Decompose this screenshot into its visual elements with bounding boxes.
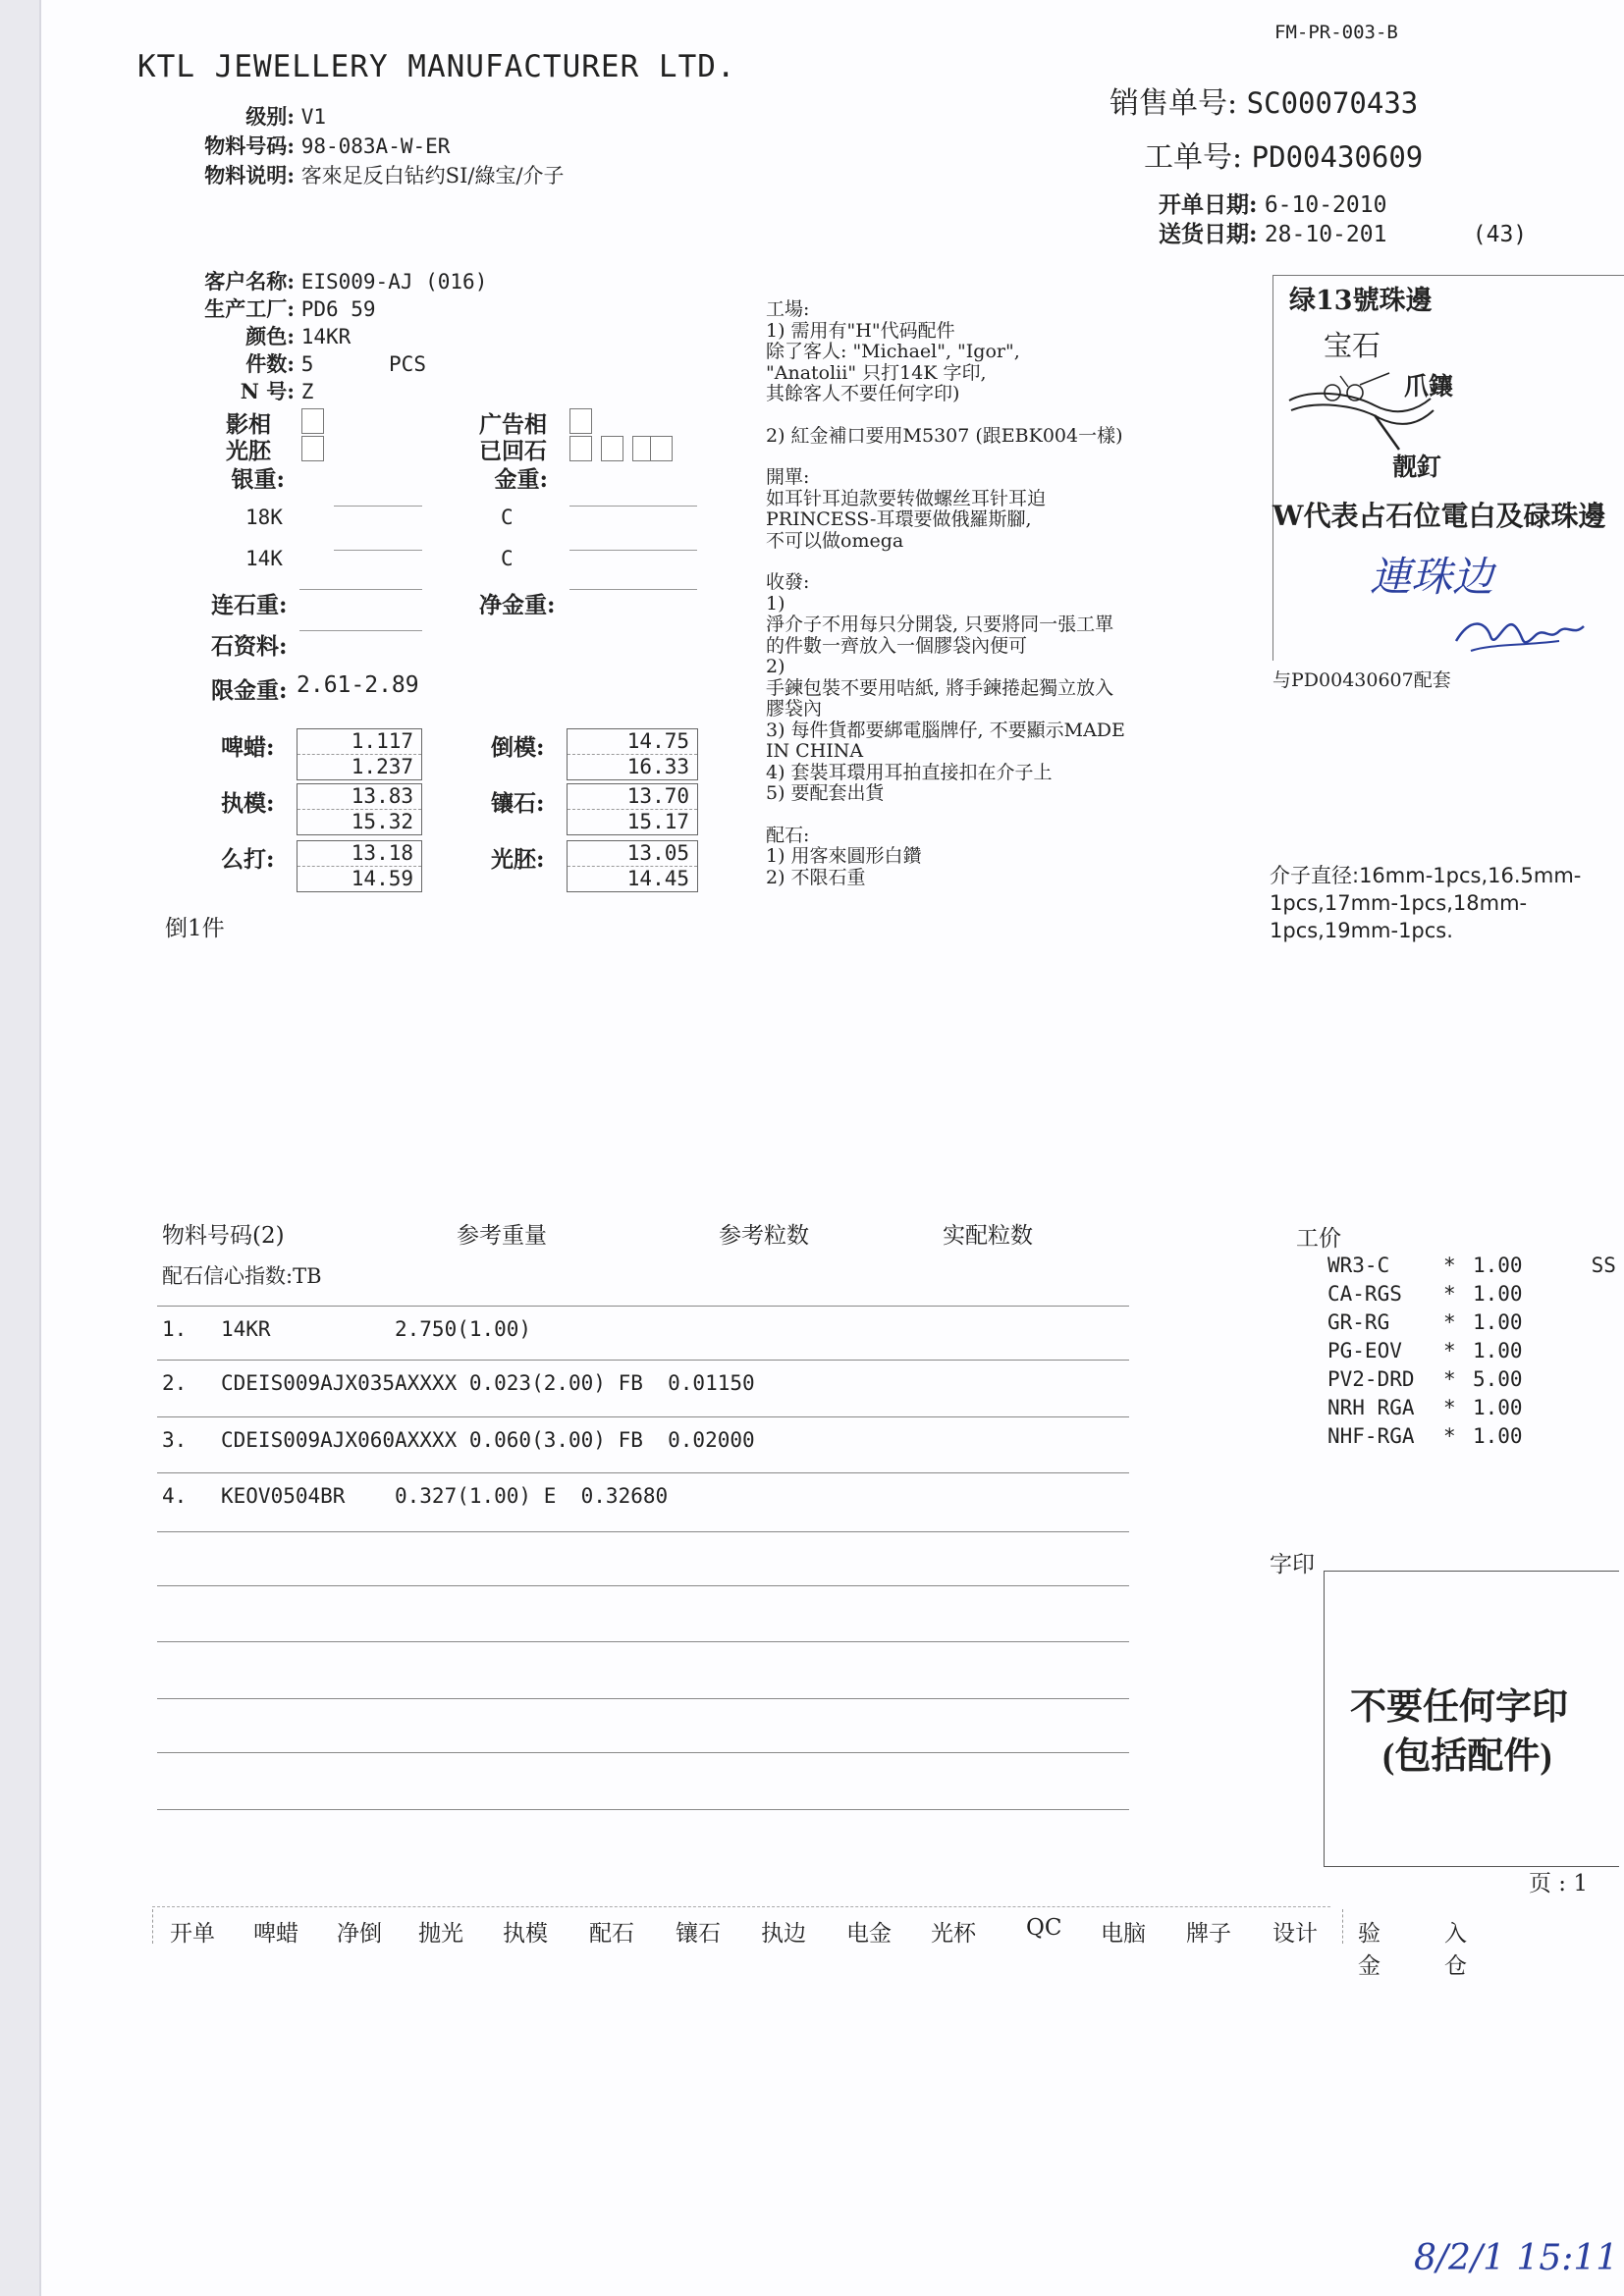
- instruction-line: 除了客人: "Michael", "Igor",: [766, 341, 1020, 362]
- process-mould: 执模: [503, 1921, 548, 1947]
- casting-weights: [567, 728, 698, 780]
- instruction-line: 4) 套裝耳環用耳拍直接扣在介子上: [766, 761, 1053, 783]
- silver-weight-label: 银重:: [231, 466, 285, 493]
- labor-title: 工价: [1296, 1226, 1341, 1252]
- delivery-date-value: 28-10-201: [1264, 222, 1387, 247]
- instruction-line: 2) 不限石重: [766, 866, 866, 888]
- labor-op: *: [1443, 1282, 1456, 1306]
- dao-note: 倒1件: [165, 916, 225, 941]
- grade-value: V1: [300, 105, 326, 129]
- labor-op: *: [1443, 1310, 1456, 1334]
- instruction-line: 其餘客人不要任何字印): [766, 383, 960, 404]
- process-warehouse: 入仓: [1444, 1921, 1467, 1979]
- gold-weight-label: 金重:: [494, 466, 548, 493]
- instruction-line: 的件數一齊放入一個膠袋內便可: [766, 634, 1028, 657]
- material-row-2-no: 2.: [162, 1371, 188, 1395]
- color-label: 颜色:: [245, 324, 295, 348]
- mould-weight-1: 13.83: [298, 784, 421, 810]
- labor-code: GR-RG: [1327, 1310, 1390, 1334]
- header-left: [187, 102, 565, 190]
- instruction-line: 開單:: [766, 466, 810, 488]
- instruction-line: 淨介子不用每只分開袋, 只要將同一張工單: [766, 614, 1114, 635]
- open-date-value: 6-10-2010: [1264, 192, 1387, 218]
- process-match-stone: 配石: [589, 1921, 634, 1947]
- me-da-weights: [297, 840, 422, 892]
- open-date-label: 开单日期:: [1159, 191, 1258, 218]
- w-stone-note: W代表占石位電白及碌珠邊: [1272, 500, 1606, 532]
- process-design: 设计: [1272, 1921, 1318, 1947]
- nail-label: 靓釘: [1392, 453, 1442, 481]
- delivery-days: (43): [1472, 222, 1528, 247]
- material-row-4: KEOV0504BR 0.327(1.00) E 0.32680: [221, 1484, 669, 1508]
- me-da-label: 么打:: [221, 846, 275, 873]
- mould-label: 执模:: [221, 790, 275, 817]
- instruction-line: 配石:: [766, 824, 810, 846]
- setting-weight-2: 15.17: [626, 810, 689, 833]
- mould-weights: [297, 783, 422, 835]
- design-title: 绿13號珠邊: [1289, 286, 1433, 316]
- form-code: FM-PR-003-B: [1274, 22, 1398, 43]
- stamp-label: 字印: [1270, 1552, 1315, 1577]
- karat-18k-c: C: [501, 506, 514, 529]
- limit-gold-label: 限金重:: [211, 677, 288, 704]
- page-number: 页 : 1: [1529, 1871, 1589, 1896]
- stamp-line-2: (包括配件): [1382, 1736, 1552, 1777]
- polish-weights: [567, 840, 698, 892]
- instruction-line: 2) 紅金補口要用M5307 (跟EBK004一樣): [766, 424, 1123, 447]
- mould-weight-2: 15.32: [351, 810, 413, 833]
- photo-checkbox[interactable]: [301, 408, 324, 434]
- instruction-line: 如耳针耳迫款要转做螺丝耳针耳迫: [766, 487, 1047, 509]
- process-set-stone: 镶石: [676, 1921, 721, 1947]
- labor-code: PV2-DRD: [1327, 1367, 1415, 1391]
- wax-label: 啤蜡:: [221, 734, 275, 761]
- labor-op: *: [1443, 1424, 1456, 1448]
- material-code-label: 物料号码:: [204, 133, 295, 158]
- handwritten-note: 連珠边: [1370, 553, 1494, 601]
- process-dividers: [152, 1909, 1345, 1944]
- labor-qty: 5.00: [1473, 1367, 1523, 1391]
- labor-extra: SS: [1591, 1254, 1616, 1277]
- casting-weight-1: 14.75: [568, 729, 697, 755]
- pair-note: 与PD00430607配套: [1272, 669, 1451, 691]
- polish-label: 光胚: [226, 438, 271, 464]
- instruction-line: 2): [766, 656, 785, 677]
- ring-size-note: 介子直径:16mm-1pcs,16.5mm-1pcs,17mm-1pcs,18mm-1pcs,19mm-1pcs.: [1270, 864, 1582, 942]
- qty-value: 5: [300, 352, 314, 376]
- process-cup: 光杯: [931, 1921, 976, 1947]
- factory-label: 生产工厂:: [204, 296, 295, 321]
- polish-weight-2: 14.45: [626, 867, 689, 890]
- returned-stone-checkbox-2[interactable]: [601, 436, 623, 461]
- color-value: 14KR: [300, 325, 352, 348]
- polish-checkbox[interactable]: [301, 436, 324, 461]
- limit-gold-value: 2.61-2.89: [297, 672, 419, 698]
- stone-weight-label: 连石重:: [211, 592, 288, 618]
- instruction-line: 手鍊包裝不要用咭紙, 將手鍊捲起獨立放入: [766, 676, 1114, 699]
- material-row-3: CDEIS009AJX060AXXXX 0.060(3.00) FB 0.02000: [221, 1428, 755, 1452]
- ref-weight-header: 参考重量: [457, 1223, 547, 1249]
- instruction-line: IN CHINA: [766, 740, 864, 762]
- process-qc: QC: [1026, 1915, 1062, 1941]
- company-name: KTL JEWELLERY MANUFACTURER LTD.: [137, 49, 736, 84]
- setting-sketch: [1281, 371, 1438, 459]
- karat-14k-c: C: [501, 547, 514, 570]
- setting-weights: [567, 783, 698, 835]
- stone-label: 宝石: [1324, 329, 1381, 362]
- labor-code: WR3-C: [1327, 1254, 1390, 1277]
- photo-label: 影相: [226, 411, 271, 438]
- material-row-4-no: 4.: [162, 1484, 188, 1508]
- instruction-line: 工場:: [766, 298, 810, 320]
- customer-name-value: EIS009-AJ (016): [300, 270, 488, 294]
- instruction-line: 5) 要配套出貨: [766, 782, 885, 804]
- karat-14k: 14K: [245, 547, 283, 570]
- instructions: [766, 299, 1125, 888]
- actual-count-header: 实配粒数: [943, 1223, 1033, 1249]
- labor-qty: 1.00: [1473, 1424, 1523, 1448]
- material-row-3-no: 3.: [162, 1428, 188, 1452]
- instruction-line: 收發:: [766, 571, 810, 593]
- instruction-line: 1): [766, 592, 785, 614]
- grade-label: 级别:: [245, 104, 295, 129]
- qty-label: 件数:: [245, 351, 295, 376]
- work-no: [1144, 133, 1423, 176]
- labor-qty: 1.00: [1473, 1254, 1523, 1277]
- instruction-line: 不可以做omega: [766, 529, 904, 552]
- returned-stone-checkbox-4[interactable]: [650, 436, 673, 461]
- handwritten-signature: [1451, 597, 1589, 666]
- sales-no: [1110, 79, 1418, 122]
- net-gold-label: 净金重:: [479, 592, 556, 618]
- labor-qty: 1.00: [1473, 1396, 1523, 1419]
- process-open: 开单: [170, 1921, 215, 1947]
- ref-count-header: 参考粒数: [719, 1223, 809, 1249]
- factory-value: PD6 59: [300, 297, 376, 321]
- customer-block: [187, 268, 487, 405]
- material-code-header: 物料号码(2): [162, 1223, 285, 1249]
- ad-photo-checkbox[interactable]: [569, 408, 592, 434]
- process-gold-check: 验金: [1358, 1921, 1380, 1979]
- labor-op: *: [1443, 1396, 1456, 1419]
- process-wax: 啤蜡: [253, 1921, 298, 1947]
- work-no-value: PD00430609: [1251, 140, 1424, 174]
- stamp-line-1: 不要任何字印: [1350, 1687, 1568, 1728]
- process-edge: 执边: [761, 1921, 806, 1947]
- process-clean-cast: 净倒: [337, 1921, 382, 1947]
- returned-stone-label: 已回石: [479, 438, 547, 464]
- instruction-line: 3) 每件貨都要綁電腦牌仔, 不要顯示MADE: [766, 719, 1125, 741]
- instruction-line: PRINCESS-耳環要做俄羅斯腳,: [766, 508, 1032, 530]
- process-plating: 电金: [846, 1921, 892, 1947]
- wax-weight-2: 1.237: [351, 755, 413, 778]
- instruction-line: 膠袋內: [766, 698, 823, 720]
- casting-label: 倒模:: [491, 734, 545, 761]
- size-value: Z: [300, 380, 314, 403]
- material-desc-value: 客來足反白钻约SI/綠宝/介子: [300, 164, 565, 187]
- ad-photo-label: 广告相: [479, 411, 547, 438]
- labor-op: *: [1443, 1254, 1456, 1277]
- me-da-weight-2: 14.59: [351, 867, 413, 890]
- labor-code: PG-EOV: [1327, 1339, 1402, 1362]
- material-row-2: CDEIS009AJX035AXXXX 0.023(2.00) FB 0.01150: [221, 1371, 755, 1395]
- customer-name-label: 客户名称:: [204, 269, 295, 294]
- casting-weight-2: 16.33: [626, 755, 689, 778]
- setting-weight-1: 13.70: [568, 784, 697, 810]
- instruction-line: 1) 用客來圓形白鑽: [766, 845, 922, 867]
- labor-code: CA-RGS: [1327, 1282, 1402, 1306]
- handwritten-date: 8/2/1 15:11: [1414, 2238, 1619, 2278]
- labor-code: NRH RGA: [1327, 1396, 1415, 1419]
- wax-weights: [297, 728, 422, 780]
- labor-qty: 1.00: [1473, 1310, 1523, 1334]
- stone-confidence: 配石信心指数:TB: [162, 1264, 322, 1288]
- material-code-value: 98-083A-W-ER: [300, 134, 451, 158]
- labor-list: [1327, 1252, 1616, 1451]
- process-computer: 电脑: [1101, 1921, 1146, 1947]
- stone-material-label: 石资料:: [211, 633, 288, 660]
- karat-18k: 18K: [245, 506, 283, 529]
- returned-stone-checkbox-1[interactable]: [569, 436, 592, 461]
- labor-op: *: [1443, 1367, 1456, 1391]
- process-polish: 抛光: [418, 1921, 463, 1947]
- material-desc-label: 物料说明:: [204, 163, 295, 187]
- instruction-line: "Anatolii" 只打14K 字印,: [766, 361, 987, 384]
- labor-qty: 1.00: [1473, 1339, 1523, 1362]
- setting-label: 镶石:: [491, 790, 545, 817]
- size-label: N 号:: [240, 379, 295, 403]
- scan-edge: [0, 0, 39, 2296]
- process-tag: 牌子: [1186, 1921, 1231, 1947]
- material-row-1-no: 1.: [162, 1317, 188, 1341]
- claw-label: 爪鑲: [1404, 372, 1454, 400]
- polish-weight-label: 光胚:: [491, 846, 545, 873]
- qty-unit: PCS: [389, 352, 426, 376]
- me-da-weight-1: 13.18: [298, 841, 421, 867]
- labor-code: NHF-RGA: [1327, 1424, 1415, 1448]
- material-row-1: 14KR 2.750(1.00): [221, 1317, 532, 1341]
- delivery-date-label: 送货日期:: [1159, 221, 1258, 247]
- dates: [1159, 190, 1527, 249]
- polish-weight-1: 13.05: [568, 841, 697, 867]
- labor-qty: 1.00: [1473, 1282, 1523, 1306]
- labor-op: *: [1443, 1339, 1456, 1362]
- wax-weight-1: 1.117: [298, 729, 421, 755]
- instruction-line: 1) 需用有"H"代码配件: [766, 319, 955, 342]
- sales-no-value: SC00070433: [1246, 86, 1419, 120]
- sales-no-label: 销售单号:: [1110, 86, 1238, 121]
- work-no-label: 工单号:: [1144, 140, 1243, 175]
